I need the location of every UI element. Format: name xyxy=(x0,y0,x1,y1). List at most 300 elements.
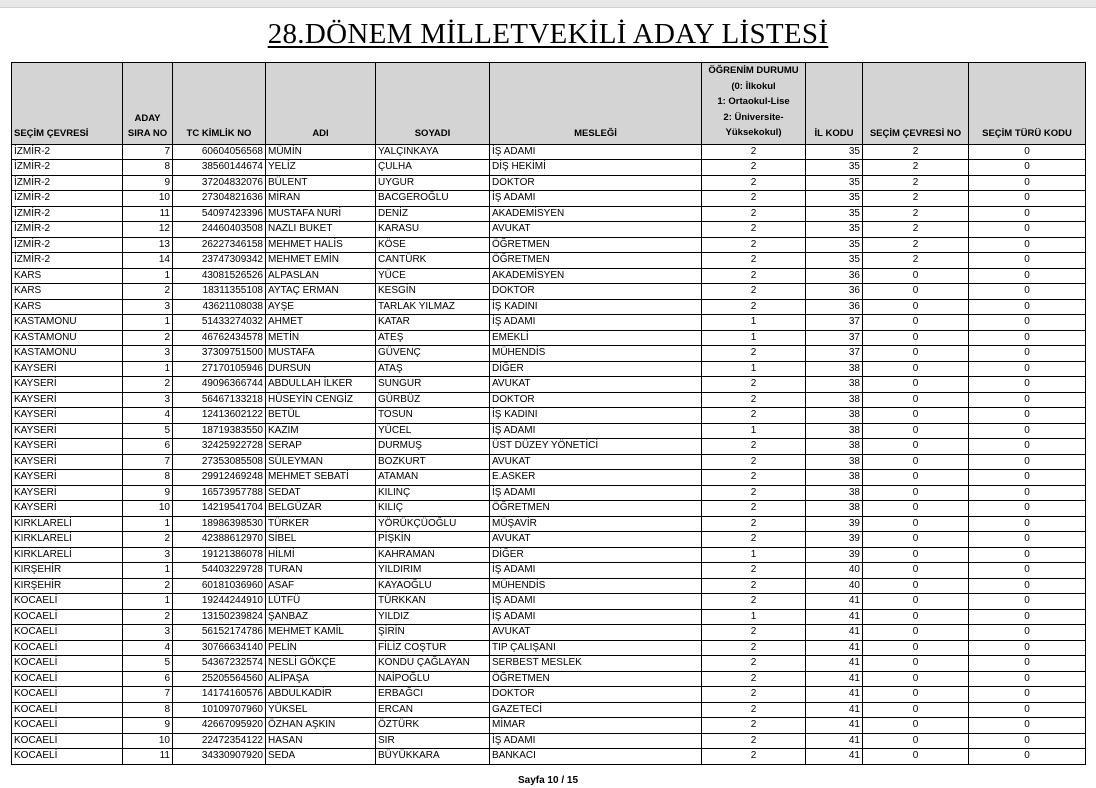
cell-secim-cevresi-no: 0 xyxy=(863,408,969,424)
cell-aday-sira-no: 10 xyxy=(123,733,173,749)
cell-tc-kimlik-no: 30766634140 xyxy=(173,640,266,656)
cell-ogrenim: 2 xyxy=(702,377,806,393)
cell-secim-turu-kodu: 0 xyxy=(969,253,1086,269)
cell-adi: BELGÜZAR xyxy=(266,501,376,517)
cell-meslegi: GAZETECİ xyxy=(490,702,702,718)
cell-aday-sira-no: 1 xyxy=(123,516,173,532)
cell-adi: AYŞE xyxy=(266,299,376,315)
cell-ogrenim: 1 xyxy=(702,315,806,331)
cell-il-kodu: 37 xyxy=(806,315,863,331)
table-row xyxy=(12,656,1086,672)
cell-il-kodu: 36 xyxy=(806,284,863,300)
cell-secim-turu-kodu: 0 xyxy=(969,237,1086,253)
cell-soyadi: BOZKURT xyxy=(376,454,490,470)
table-row xyxy=(12,578,1086,594)
cell-tc-kimlik-no: 34330907920 xyxy=(173,749,266,765)
table-row xyxy=(12,191,1086,207)
cell-il-kodu: 35 xyxy=(806,206,863,222)
cell-soyadi: SIR xyxy=(376,733,490,749)
cell-secim-cevresi-no: 2 xyxy=(863,191,969,207)
table-row xyxy=(12,547,1086,563)
cell-soyadi: YÖRÜKÇÜOĞLU xyxy=(376,516,490,532)
cell-aday-sira-no: 1 xyxy=(123,315,173,331)
cell-secim-turu-kodu: 0 xyxy=(969,299,1086,315)
cell-adi: KAZIM xyxy=(266,423,376,439)
cell-tc-kimlik-no: 27170105946 xyxy=(173,361,266,377)
cell-aday-sira-no: 6 xyxy=(123,671,173,687)
cell-secim-turu-kodu: 0 xyxy=(969,346,1086,362)
cell-il-kodu: 38 xyxy=(806,361,863,377)
cell-secim-cevresi: KIRKLARELİ xyxy=(12,547,123,563)
cell-ogrenim: 1 xyxy=(702,547,806,563)
cell-soyadi: ÖZTÜRK xyxy=(376,718,490,734)
header-secim-turu-kodu: SEÇİM TÜRÜ KODU xyxy=(969,63,1086,145)
cell-meslegi: ÜST DÜZEY YÖNETİCİ xyxy=(490,439,702,455)
cell-secim-cevresi: KASTAMONU xyxy=(12,346,123,362)
cell-il-kodu: 36 xyxy=(806,299,863,315)
cell-tc-kimlik-no: 12413602122 xyxy=(173,408,266,424)
cell-tc-kimlik-no: 42388612970 xyxy=(173,532,266,548)
cell-secim-turu-kodu: 0 xyxy=(969,454,1086,470)
cell-il-kodu: 38 xyxy=(806,392,863,408)
cell-aday-sira-no: 9 xyxy=(123,718,173,734)
cell-soyadi: ATAMAN xyxy=(376,470,490,486)
cell-soyadi: KAHRAMAN xyxy=(376,547,490,563)
table-header-row xyxy=(12,63,1086,145)
cell-soyadi: GÜRBÜZ xyxy=(376,392,490,408)
cell-ogrenim: 2 xyxy=(702,439,806,455)
cell-adi: ÖZHAN AŞKIN xyxy=(266,718,376,734)
cell-il-kodu: 38 xyxy=(806,485,863,501)
cell-secim-turu-kodu: 0 xyxy=(969,361,1086,377)
cell-ogrenim: 1 xyxy=(702,423,806,439)
cell-aday-sira-no: 8 xyxy=(123,702,173,718)
cell-secim-cevresi-no: 0 xyxy=(863,609,969,625)
cell-aday-sira-no: 3 xyxy=(123,346,173,362)
table-body xyxy=(12,144,1086,764)
cell-secim-turu-kodu: 0 xyxy=(969,501,1086,517)
cell-soyadi: KONDU ÇAĞLAYAN xyxy=(376,656,490,672)
cell-ogrenim: 2 xyxy=(702,470,806,486)
cell-secim-turu-kodu: 0 xyxy=(969,609,1086,625)
cell-soyadi: YÜCE xyxy=(376,268,490,284)
cell-meslegi: DİŞ HEKİMİ xyxy=(490,160,702,176)
cell-il-kodu: 41 xyxy=(806,749,863,765)
cell-il-kodu: 38 xyxy=(806,454,863,470)
cell-secim-turu-kodu: 0 xyxy=(969,377,1086,393)
cell-il-kodu: 41 xyxy=(806,718,863,734)
cell-meslegi: İŞ ADAMI xyxy=(490,609,702,625)
cell-aday-sira-no: 9 xyxy=(123,175,173,191)
header-secim-cevresi-no: SEÇİM ÇEVRESİ NO xyxy=(863,63,969,145)
cell-secim-turu-kodu: 0 xyxy=(969,191,1086,207)
cell-il-kodu: 40 xyxy=(806,563,863,579)
cell-secim-cevresi: KASTAMONU xyxy=(12,330,123,346)
cell-il-kodu: 37 xyxy=(806,330,863,346)
cell-meslegi: SERBEST MESLEK xyxy=(490,656,702,672)
cell-secim-turu-kodu: 0 xyxy=(969,625,1086,641)
cell-aday-sira-no: 11 xyxy=(123,749,173,765)
table-row xyxy=(12,485,1086,501)
table-row xyxy=(12,175,1086,191)
cell-meslegi: AVUKAT xyxy=(490,454,702,470)
cell-il-kodu: 35 xyxy=(806,144,863,160)
cell-secim-cevresi: KAYSERİ xyxy=(12,392,123,408)
cell-aday-sira-no: 13 xyxy=(123,237,173,253)
cell-secim-turu-kodu: 0 xyxy=(969,268,1086,284)
table-row xyxy=(12,516,1086,532)
cell-secim-turu-kodu: 0 xyxy=(969,532,1086,548)
cell-secim-cevresi: İZMİR-2 xyxy=(12,253,123,269)
cell-tc-kimlik-no: 49096366744 xyxy=(173,377,266,393)
cell-soyadi: ERCAN xyxy=(376,702,490,718)
viewer-top-bar xyxy=(0,0,1096,8)
cell-adi: SEDA xyxy=(266,749,376,765)
cell-secim-cevresi-no: 0 xyxy=(863,687,969,703)
cell-meslegi: EMEKLİ xyxy=(490,330,702,346)
cell-soyadi: UYGUR xyxy=(376,175,490,191)
cell-meslegi: MÜŞAVİR xyxy=(490,516,702,532)
cell-secim-cevresi-no: 2 xyxy=(863,253,969,269)
page-title: 28.DÖNEM MİLLETVEKİLİ ADAY LİSTESİ xyxy=(267,18,829,50)
cell-soyadi: YÜCEL xyxy=(376,423,490,439)
cell-secim-turu-kodu: 0 xyxy=(969,640,1086,656)
cell-il-kodu: 41 xyxy=(806,687,863,703)
cell-ogrenim: 2 xyxy=(702,516,806,532)
cell-secim-cevresi: KAYSERİ xyxy=(12,485,123,501)
cell-aday-sira-no: 3 xyxy=(123,547,173,563)
cell-secim-cevresi: KOCAELİ xyxy=(12,625,123,641)
cell-il-kodu: 38 xyxy=(806,408,863,424)
cell-meslegi: MÜHENDİS xyxy=(490,578,702,594)
cell-secim-cevresi-no: 0 xyxy=(863,547,969,563)
cell-secim-turu-kodu: 0 xyxy=(969,284,1086,300)
header-aday-sira-no xyxy=(123,63,173,145)
cell-meslegi: DİĞER xyxy=(490,361,702,377)
table-row xyxy=(12,687,1086,703)
cell-soyadi: ERBAĞCI xyxy=(376,687,490,703)
cell-tc-kimlik-no: 32425922728 xyxy=(173,439,266,455)
cell-secim-cevresi: İZMİR-2 xyxy=(12,222,123,238)
cell-secim-turu-kodu: 0 xyxy=(969,160,1086,176)
table-row xyxy=(12,222,1086,238)
cell-tc-kimlik-no: 54367232574 xyxy=(173,656,266,672)
cell-secim-cevresi: KOCAELİ xyxy=(12,671,123,687)
table-row xyxy=(12,702,1086,718)
cell-meslegi: AKADEMİSYEN xyxy=(490,206,702,222)
cell-ogrenim: 2 xyxy=(702,237,806,253)
cell-secim-turu-kodu: 0 xyxy=(969,656,1086,672)
cell-meslegi: İŞ ADAMI xyxy=(490,191,702,207)
cell-tc-kimlik-no: 54403229728 xyxy=(173,563,266,579)
cell-tc-kimlik-no: 37204832076 xyxy=(173,175,266,191)
cell-secim-cevresi-no: 0 xyxy=(863,361,969,377)
cell-meslegi: İŞ KADINI xyxy=(490,408,702,424)
cell-meslegi: DOKTOR xyxy=(490,175,702,191)
cell-secim-cevresi: İZMİR-2 xyxy=(12,144,123,160)
cell-adi: SÜLEYMAN xyxy=(266,454,376,470)
cell-secim-cevresi-no: 0 xyxy=(863,423,969,439)
cell-aday-sira-no: 3 xyxy=(123,392,173,408)
cell-ogrenim: 2 xyxy=(702,625,806,641)
cell-il-kodu: 41 xyxy=(806,640,863,656)
cell-il-kodu: 39 xyxy=(806,516,863,532)
cell-ogrenim: 2 xyxy=(702,501,806,517)
table-row xyxy=(12,718,1086,734)
cell-ogrenim: 2 xyxy=(702,563,806,579)
table-row xyxy=(12,392,1086,408)
cell-il-kodu: 39 xyxy=(806,547,863,563)
table-row xyxy=(12,532,1086,548)
cell-secim-turu-kodu: 0 xyxy=(969,578,1086,594)
cell-meslegi: DOKTOR xyxy=(490,687,702,703)
cell-secim-cevresi: KOCAELİ xyxy=(12,687,123,703)
cell-meslegi: DOKTOR xyxy=(490,284,702,300)
cell-secim-turu-kodu: 0 xyxy=(969,470,1086,486)
cell-aday-sira-no: 2 xyxy=(123,284,173,300)
cell-ogrenim: 2 xyxy=(702,299,806,315)
cell-il-kodu: 41 xyxy=(806,702,863,718)
table-row xyxy=(12,408,1086,424)
cell-secim-cevresi-no: 0 xyxy=(863,501,969,517)
cell-tc-kimlik-no: 23747309342 xyxy=(173,253,266,269)
cell-secim-turu-kodu: 0 xyxy=(969,315,1086,331)
cell-ogrenim: 2 xyxy=(702,656,806,672)
cell-adi: AYTAÇ ERMAN xyxy=(266,284,376,300)
cell-soyadi: ÇULHA xyxy=(376,160,490,176)
cell-secim-cevresi-no: 0 xyxy=(863,516,969,532)
cell-secim-turu-kodu: 0 xyxy=(969,423,1086,439)
cell-soyadi: GÜVENÇ xyxy=(376,346,490,362)
cell-secim-cevresi: KASTAMONU xyxy=(12,315,123,331)
cell-meslegi: BANKACI xyxy=(490,749,702,765)
table-row xyxy=(12,330,1086,346)
cell-secim-turu-kodu: 0 xyxy=(969,206,1086,222)
cell-adi: BETÜL xyxy=(266,408,376,424)
cell-secim-turu-kodu: 0 xyxy=(969,175,1086,191)
cell-il-kodu: 35 xyxy=(806,160,863,176)
cell-secim-cevresi-no: 0 xyxy=(863,563,969,579)
cell-soyadi: KILIÇ xyxy=(376,501,490,517)
table-row xyxy=(12,346,1086,362)
cell-secim-cevresi-no: 0 xyxy=(863,439,969,455)
cell-il-kodu: 41 xyxy=(806,656,863,672)
header-ogrenim-line4: 2: Üniversite- xyxy=(723,111,784,123)
cell-adi: MUSTAFA NURİ xyxy=(266,206,376,222)
table-row xyxy=(12,749,1086,765)
cell-aday-sira-no: 9 xyxy=(123,485,173,501)
cell-soyadi: KÖSE xyxy=(376,237,490,253)
cell-tc-kimlik-no: 10109707960 xyxy=(173,702,266,718)
table-row xyxy=(12,253,1086,269)
cell-ogrenim: 2 xyxy=(702,222,806,238)
candidate-table xyxy=(11,62,1086,765)
cell-soyadi: PİŞKİN xyxy=(376,532,490,548)
cell-adi: ABDULKADİR xyxy=(266,687,376,703)
cell-secim-cevresi: KOCAELİ xyxy=(12,718,123,734)
cell-secim-cevresi-no: 2 xyxy=(863,206,969,222)
cell-secim-cevresi-no: 0 xyxy=(863,594,969,610)
cell-meslegi: İŞ ADAMI xyxy=(490,594,702,610)
cell-ogrenim: 2 xyxy=(702,532,806,548)
cell-ogrenim: 1 xyxy=(702,361,806,377)
cell-secim-turu-kodu: 0 xyxy=(969,516,1086,532)
cell-il-kodu: 38 xyxy=(806,501,863,517)
table-row xyxy=(12,206,1086,222)
cell-ogrenim: 1 xyxy=(702,330,806,346)
cell-adi: HİLMİ xyxy=(266,547,376,563)
cell-secim-turu-kodu: 0 xyxy=(969,485,1086,501)
table-row xyxy=(12,268,1086,284)
cell-soyadi: BÜYÜKKARA xyxy=(376,749,490,765)
cell-meslegi: İŞ ADAMI xyxy=(490,485,702,501)
cell-il-kodu: 38 xyxy=(806,377,863,393)
cell-ogrenim: 2 xyxy=(702,160,806,176)
table-row xyxy=(12,144,1086,160)
cell-secim-cevresi-no: 2 xyxy=(863,160,969,176)
cell-aday-sira-no: 5 xyxy=(123,656,173,672)
cell-adi: AHMET xyxy=(266,315,376,331)
cell-secim-cevresi: İZMİR-2 xyxy=(12,191,123,207)
cell-secim-cevresi: KOCAELİ xyxy=(12,702,123,718)
cell-soyadi: KAYAOĞLU xyxy=(376,578,490,594)
cell-il-kodu: 35 xyxy=(806,253,863,269)
cell-secim-cevresi: İZMİR-2 xyxy=(12,160,123,176)
table-row xyxy=(12,423,1086,439)
cell-il-kodu: 35 xyxy=(806,222,863,238)
cell-adi: SEDAT xyxy=(266,485,376,501)
table-row xyxy=(12,625,1086,641)
cell-tc-kimlik-no: 38560144674 xyxy=(173,160,266,176)
cell-secim-cevresi: KARS xyxy=(12,299,123,315)
cell-adi: MEHMET SEBATİ xyxy=(266,470,376,486)
cell-secim-cevresi: KOCAELİ xyxy=(12,656,123,672)
cell-secim-cevresi: KOCAELİ xyxy=(12,733,123,749)
cell-il-kodu: 37 xyxy=(806,346,863,362)
cell-il-kodu: 39 xyxy=(806,532,863,548)
cell-tc-kimlik-no: 19244244910 xyxy=(173,594,266,610)
cell-adi: HÜSEYİN CENGİZ xyxy=(266,392,376,408)
cell-ogrenim: 2 xyxy=(702,408,806,424)
cell-tc-kimlik-no: 46762434578 xyxy=(173,330,266,346)
cell-aday-sira-no: 1 xyxy=(123,594,173,610)
table-row xyxy=(12,160,1086,176)
cell-secim-cevresi: KAYSERİ xyxy=(12,361,123,377)
cell-secim-cevresi: KAYSERİ xyxy=(12,423,123,439)
cell-ogrenim: 2 xyxy=(702,485,806,501)
cell-tc-kimlik-no: 22472354122 xyxy=(173,733,266,749)
cell-soyadi: KESGİN xyxy=(376,284,490,300)
cell-tc-kimlik-no: 51433274032 xyxy=(173,315,266,331)
cell-secim-cevresi-no: 0 xyxy=(863,656,969,672)
cell-tc-kimlik-no: 29912469248 xyxy=(173,470,266,486)
header-ogrenim-line3: 1: Ortaokul-Lise xyxy=(717,96,790,107)
cell-soyadi: BACGEROĞLU xyxy=(376,191,490,207)
header-secim-cevresi: SEÇİM ÇEVRESİ xyxy=(12,63,123,145)
table-row xyxy=(12,470,1086,486)
cell-meslegi: AVUKAT xyxy=(490,377,702,393)
cell-soyadi: ŞİRİN xyxy=(376,625,490,641)
cell-secim-cevresi: İZMİR-2 xyxy=(12,237,123,253)
cell-soyadi: SUNGUR xyxy=(376,377,490,393)
table-row xyxy=(12,671,1086,687)
cell-soyadi: YILDIZ xyxy=(376,609,490,625)
table-row xyxy=(12,237,1086,253)
cell-ogrenim: 2 xyxy=(702,175,806,191)
cell-secim-cevresi-no: 0 xyxy=(863,346,969,362)
cell-aday-sira-no: 10 xyxy=(123,191,173,207)
cell-tc-kimlik-no: 19121386078 xyxy=(173,547,266,563)
cell-tc-kimlik-no: 27353085508 xyxy=(173,454,266,470)
cell-meslegi: MÜHENDİS xyxy=(490,346,702,362)
cell-secim-cevresi: İZMİR-2 xyxy=(12,206,123,222)
cell-tc-kimlik-no: 26227346158 xyxy=(173,237,266,253)
cell-soyadi: KARASU xyxy=(376,222,490,238)
cell-secim-turu-kodu: 0 xyxy=(969,749,1086,765)
cell-aday-sira-no: 2 xyxy=(123,330,173,346)
table-row xyxy=(12,563,1086,579)
cell-il-kodu: 41 xyxy=(806,594,863,610)
cell-tc-kimlik-no: 14174160576 xyxy=(173,687,266,703)
cell-adi: NAZLI BUKET xyxy=(266,222,376,238)
cell-ogrenim: 2 xyxy=(702,594,806,610)
cell-secim-cevresi: KOCAELİ xyxy=(12,609,123,625)
cell-ogrenim: 2 xyxy=(702,671,806,687)
cell-secim-cevresi-no: 0 xyxy=(863,299,969,315)
cell-secim-cevresi-no: 0 xyxy=(863,749,969,765)
cell-meslegi: AVUKAT xyxy=(490,625,702,641)
cell-secim-turu-kodu: 0 xyxy=(969,144,1086,160)
cell-meslegi: ÖĞRETMEN xyxy=(490,237,702,253)
cell-aday-sira-no: 1 xyxy=(123,268,173,284)
cell-aday-sira-no: 12 xyxy=(123,222,173,238)
cell-adi: NESLİ GÖKÇE xyxy=(266,656,376,672)
cell-il-kodu: 35 xyxy=(806,191,863,207)
cell-il-kodu: 38 xyxy=(806,470,863,486)
table-row xyxy=(12,640,1086,656)
header-soyadi: SOYADI xyxy=(376,63,490,145)
cell-adi: HASAN xyxy=(266,733,376,749)
cell-secim-cevresi-no: 2 xyxy=(863,144,969,160)
cell-secim-turu-kodu: 0 xyxy=(969,563,1086,579)
cell-ogrenim: 2 xyxy=(702,144,806,160)
cell-ogrenim: 2 xyxy=(702,346,806,362)
table-row xyxy=(12,594,1086,610)
cell-aday-sira-no: 11 xyxy=(123,206,173,222)
cell-ogrenim: 2 xyxy=(702,253,806,269)
cell-aday-sira-no: 7 xyxy=(123,144,173,160)
cell-aday-sira-no: 2 xyxy=(123,609,173,625)
cell-secim-cevresi-no: 0 xyxy=(863,284,969,300)
cell-adi: MEHMET KAMİL xyxy=(266,625,376,641)
cell-secim-cevresi: KAYSERİ xyxy=(12,408,123,424)
cell-secim-cevresi-no: 0 xyxy=(863,454,969,470)
cell-aday-sira-no: 5 xyxy=(123,423,173,439)
cell-soyadi: TARLAK YILMAZ xyxy=(376,299,490,315)
cell-aday-sira-no: 3 xyxy=(123,625,173,641)
cell-secim-cevresi-no: 0 xyxy=(863,268,969,284)
cell-ogrenim: 2 xyxy=(702,284,806,300)
cell-meslegi: İŞ ADAMI xyxy=(490,423,702,439)
cell-secim-cevresi-no: 0 xyxy=(863,671,969,687)
cell-tc-kimlik-no: 18986398530 xyxy=(173,516,266,532)
header-ogrenim-line5: Yüksekokul) xyxy=(725,127,782,138)
cell-adi: TÜRKER xyxy=(266,516,376,532)
cell-secim-cevresi: KARS xyxy=(12,284,123,300)
table-row xyxy=(12,609,1086,625)
cell-secim-cevresi-no: 0 xyxy=(863,315,969,331)
cell-meslegi: İŞ ADAMI xyxy=(490,733,702,749)
